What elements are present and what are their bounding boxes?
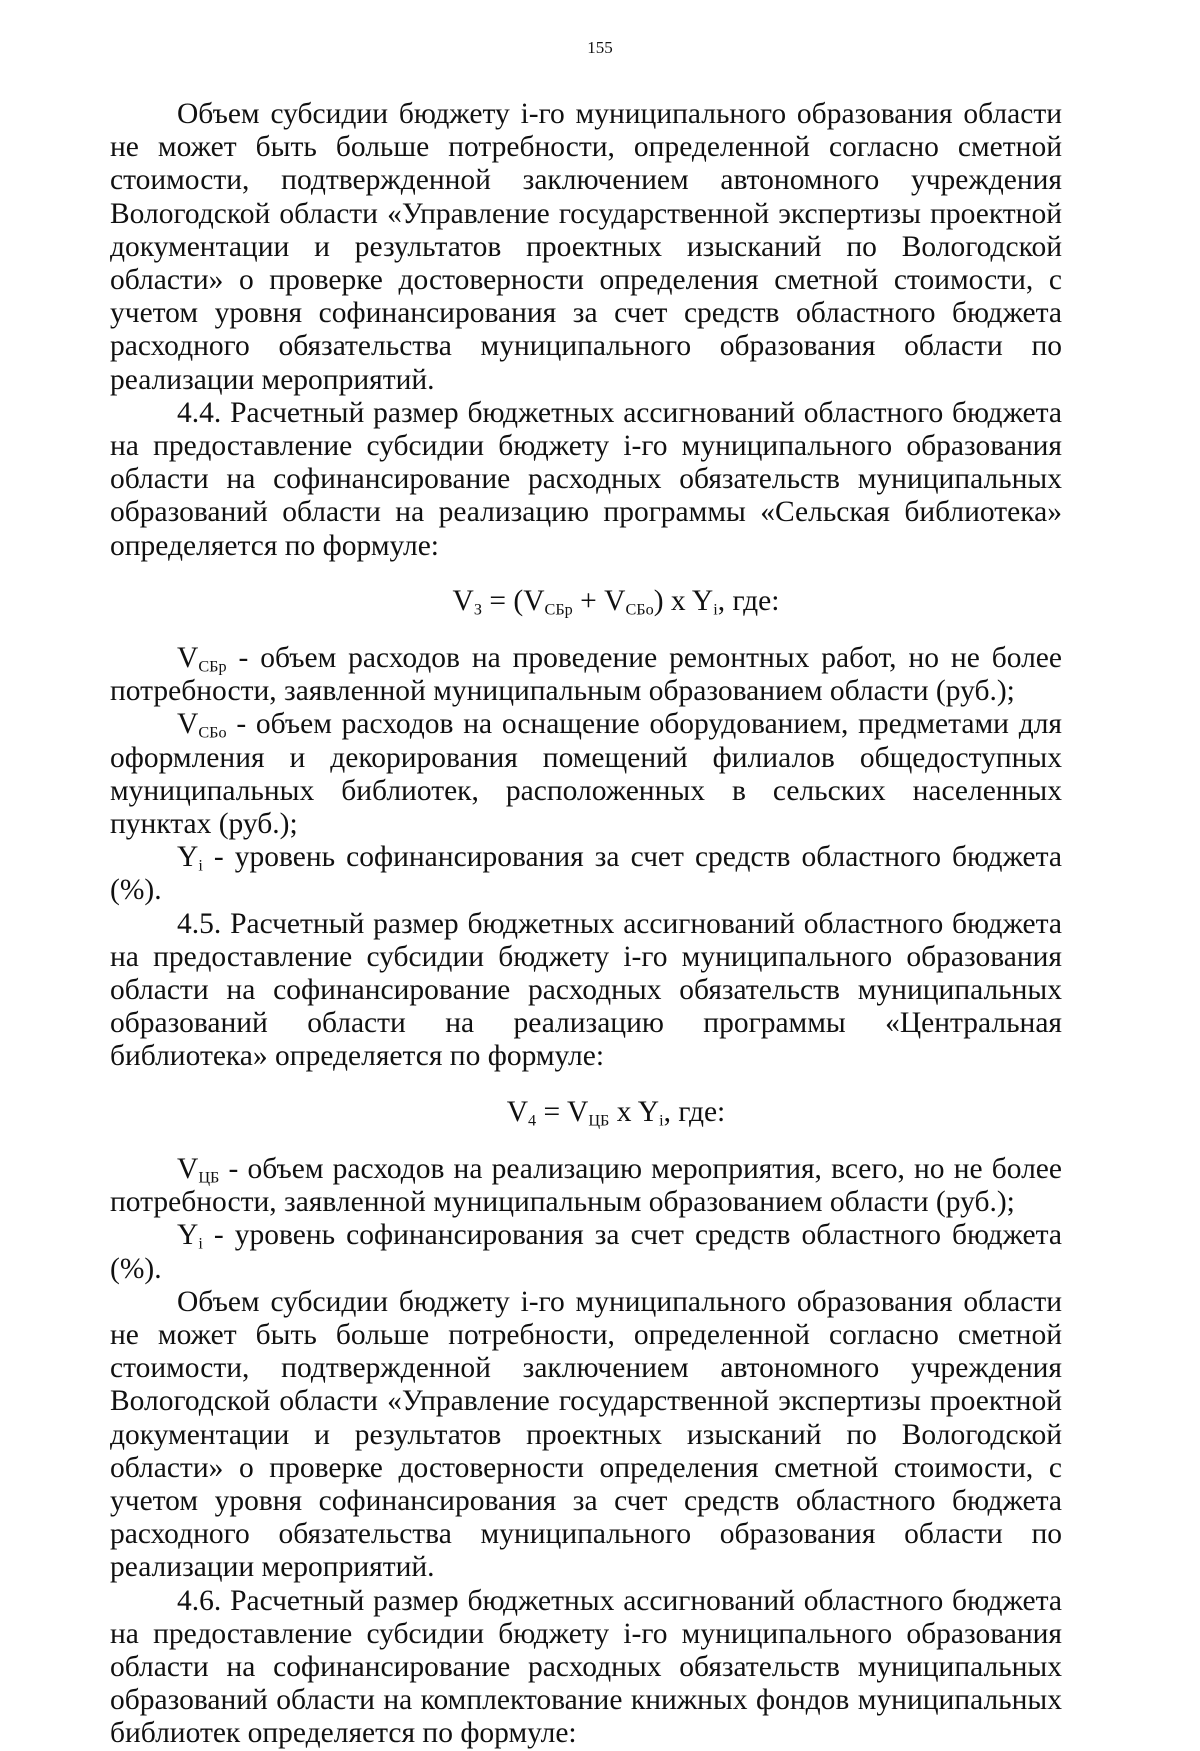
definition-vsbr-sub: СБр (198, 657, 227, 676)
definition-vcb-var: V (177, 1152, 199, 1185)
definition-yi-1-text: - уровень софинансирования за счет средств областного бюджета (%). (110, 841, 1062, 907)
formula-v3-var: V (452, 584, 474, 617)
formula-v3-tail: , где: (717, 584, 780, 617)
definition-vsbo-text: - объем расходов на оснащение оборудованием, предметами для оформления и декорирования помещений филиалов общедоступных муниципальных библиотек, расположенных в сельских населенных пунктах (руб.); (110, 708, 1062, 841)
definition-vsbr (110, 642, 1062, 708)
formula-v3-mid: ) x Y (653, 584, 714, 617)
definition-yi-2-text: - уровень софинансирования за счет средств областного бюджета (%). (110, 1219, 1062, 1285)
formula-v4-mid: x Y (609, 1095, 660, 1128)
formula-v4 (110, 1096, 1062, 1129)
formula-v4-sub-cb: ЦБ (588, 1111, 610, 1130)
formula-v3 (110, 585, 1062, 618)
formula-v4-eq: = V (536, 1095, 589, 1128)
formula-v3-eq: = (V (481, 584, 545, 617)
formula-v3-sub-sbr: СБр (544, 600, 573, 619)
formula-v3-sub-sbo: СБо (625, 600, 654, 619)
definition-yi-1-sub: i (198, 856, 203, 875)
formula-v3-sub: З (473, 600, 482, 619)
definition-vsbo-var: V (177, 708, 199, 741)
formula-v4-var: V (506, 1095, 529, 1128)
definition-yi-2 (110, 1219, 1062, 1285)
formula-v3-sub-i: i (713, 600, 718, 619)
paragraph-4-4: 4.4. Расчетный размер бюджетных ассигнований областного бюджета на предоставление субсидии бюджету i-го муниципального образования области на софинансирование расходных обязательств муниципальных образований области на реализацию программы «Сельская библиотека» определяется по формуле: (110, 396, 1062, 562)
definition-vcb-sub: ЦБ (198, 1168, 220, 1187)
definition-vsbo-sub: СБо (198, 723, 227, 742)
document-body (110, 98, 1062, 1751)
page-number: 155 (587, 38, 613, 57)
formula-v3-plus: + V (572, 584, 626, 617)
definition-vsbr-var: V (177, 642, 199, 675)
formula-v4-sub-i: i (659, 1111, 664, 1130)
definition-yi-2-var: Y (177, 1219, 199, 1252)
definition-vsbo (110, 708, 1062, 841)
definition-yi-1-var: Y (177, 841, 199, 874)
definition-yi-2-sub: i (198, 1234, 203, 1253)
paragraph-subsidy-limit-1: Объем субсидии бюджету i-го муниципального образования области не может быть больше потребности, определенной согласно сметной стоимости, подтвержденной заключением автономного учреждения Вологодской области «Управление государственной экспертизы проектной документации и результатов проектных изысканий по Вологодской области» о проверке достоверности определения сметной стоимости, с учетом уровня софинансирования за счет средств областного бюджета расходного обязательства муниципального образования области по реализации мероприятий. (110, 98, 1062, 396)
definition-vcb-text: - объем расходов на реализацию мероприятия, всего, но не более потребности, заявленной муниципальным образованием области (руб.); (110, 1152, 1062, 1219)
formula-v4-tail: , где: (663, 1095, 726, 1128)
definition-yi-1 (110, 841, 1062, 907)
definition-vsbr-text: - объем расходов на проведение ремонтных работ, но не более потребности, заявленной муниципальным образованием области (руб.); (110, 642, 1062, 708)
paragraph-4-6: 4.6. Расчетный размер бюджетных ассигнований областного бюджета на предоставление субсидии бюджету i-го муниципального образования области на софинансирование расходных обязательств муниципальных образований области на комплектование книжных фондов муниципальных библиотек определяется по формуле: (110, 1584, 1062, 1750)
paragraph-subsidy-limit-2: Объем субсидии бюджету i-го муниципального образования области не может быть больше потребности, определенной согласно сметной стоимости, подтвержденной заключением автономного учреждения Вологодской области «Управление государственной экспертизы проектной документации и результатов проектных изысканий по Вологодской области» о проверке достоверности определения сметной стоимости, с учетом уровня софинансирования за счет средств областного бюджета расходного обязательства муниципального образования области по реализации мероприятий. (110, 1285, 1062, 1584)
paragraph-4-5: 4.5. Расчетный размер бюджетных ассигнований областного бюджета на предоставление субсидии бюджету i-го муниципального образования области на софинансирование расходных обязательств муниципальных образований области на реализацию программы «Центральная библиотека» определяется по формуле: (110, 907, 1062, 1073)
definition-vcb (110, 1153, 1062, 1219)
formula-v4-sub: 4 (528, 1111, 537, 1130)
